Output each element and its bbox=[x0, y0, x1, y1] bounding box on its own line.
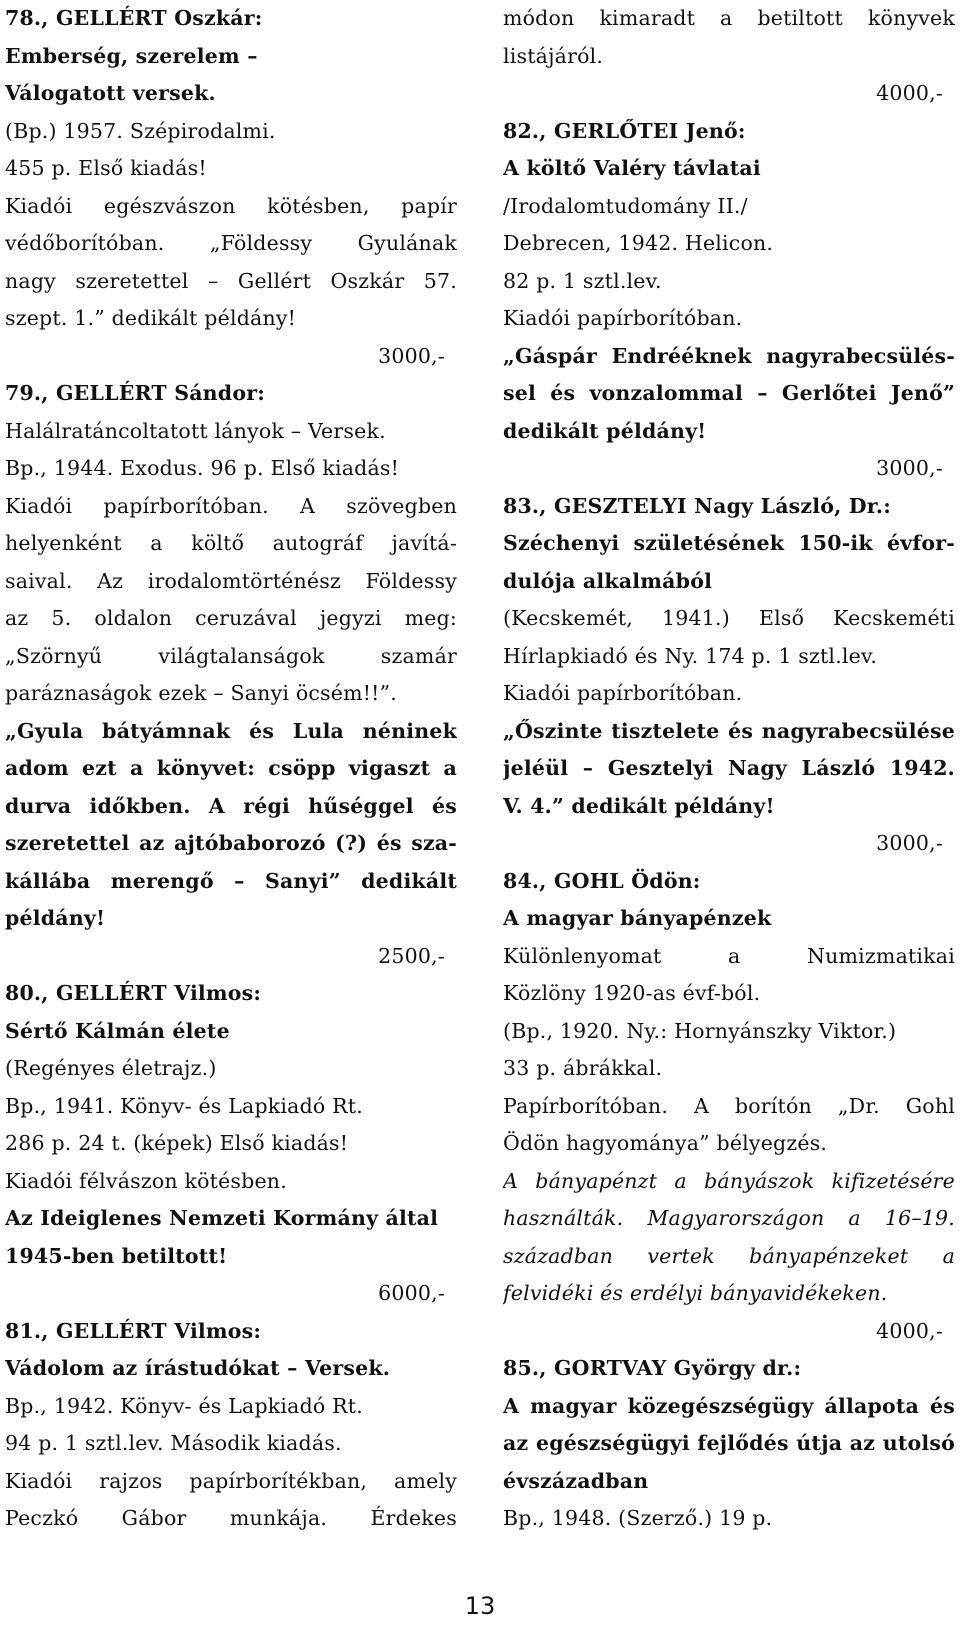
text-line: 82., GERLŐTEI Jenő: bbox=[503, 118, 746, 143]
text-line: Különlenyomat a Numizmatikai bbox=[503, 943, 955, 968]
text-line: 2500,- bbox=[378, 943, 445, 968]
text-line: 85., GORTVAY György dr.: bbox=[503, 1356, 802, 1380]
text-line: szeretettel az ajtóbaborozó (?) és sza- bbox=[5, 831, 457, 855]
text-line: Emberség, szerelem – bbox=[5, 43, 258, 68]
text-line: A bányapénzt a bányászok kifizetésére bbox=[503, 1168, 955, 1193]
text-line: 79., GELLÉRT Sándor: bbox=[5, 381, 265, 405]
text-line: Hírlapkiadó és Ny. 174 p. 1 sztl.lev. bbox=[503, 643, 878, 668]
text-line: Vádolom az írástudókat – Versek. bbox=[5, 1356, 391, 1380]
text-line: Kiadói papírborítóban. bbox=[503, 681, 743, 705]
text-line: 84., GOHL Ödön: bbox=[503, 868, 701, 893]
text-line: jeléül – Gesztelyi Nagy László 1942. bbox=[503, 756, 955, 780]
text-line: Debrecen, 1942. Helicon. bbox=[503, 231, 774, 255]
text-line: 3000,- bbox=[876, 456, 943, 480]
text-line: paráznaságok ezek – Sanyi öcsém!!”. bbox=[5, 681, 398, 705]
text-line: listájáról. bbox=[503, 43, 604, 68]
text-line: kállába merengő – Sanyi” dedikált bbox=[5, 868, 457, 893]
page-number: 13 bbox=[464, 1592, 496, 1620]
text-line: V. 4.” dedikált példány! bbox=[503, 793, 775, 818]
text-line: módon kimaradt a betiltott könyvek bbox=[503, 6, 955, 30]
text-line: 78., GELLÉRT Oszkár: bbox=[5, 6, 263, 30]
text-line: Kiadói papírborítóban. A szövegben bbox=[5, 493, 457, 518]
text-line: durva időkben. A régi hűséggel és bbox=[5, 793, 457, 818]
text-line: az egészségügyi fejlődés útja az utolsó bbox=[503, 1431, 955, 1455]
text-line: Bp., 1944. Exodus. 96 p. Első kiadás! bbox=[5, 456, 400, 480]
text-line: 4000,- bbox=[876, 1318, 943, 1343]
text-line: évszázadban bbox=[503, 1468, 649, 1493]
text-line: 4000,- bbox=[876, 81, 943, 105]
text-line: 81., GELLÉRT Vilmos: bbox=[5, 1318, 262, 1343]
text-line: „Gáspár Endrééknek nagyrabecsülés- bbox=[503, 343, 955, 368]
text-line: Ödön hagyománya” bélyegzés. bbox=[503, 1131, 828, 1155]
text-line: Bp., 1941. Könyv- és Lapkiadó Rt. bbox=[5, 1093, 363, 1118]
text-line: 33 p. ábrákkal. bbox=[503, 1056, 663, 1080]
text-line: „Szörnyű világtalanságok szamár bbox=[5, 643, 457, 668]
text-line: dedikált példány! bbox=[503, 418, 707, 443]
text-line: saival. Az irodalomtörténész Földessy bbox=[5, 568, 457, 593]
text-line: A magyar bányapénzek bbox=[503, 906, 772, 930]
text-line: dulója alkalmából bbox=[503, 568, 713, 593]
text-line: Sértő Kálmán élete bbox=[5, 1018, 230, 1043]
text-line: védőborítóban. „Földessy Gyulának bbox=[5, 231, 457, 255]
text-line: Papírborítóban. A borítón „Dr. Gohl bbox=[503, 1093, 955, 1118]
text-line: A magyar közegészségügy állapota és bbox=[503, 1393, 955, 1418]
text-line: 80., GELLÉRT Vilmos: bbox=[5, 981, 262, 1005]
text-line: (Bp.) 1957. Szépirodalmi. bbox=[5, 118, 276, 143]
text-line: 82 p. 1 sztl.lev. bbox=[503, 268, 662, 293]
text-line: sel és vonzalommal – Gerlőtei Jenő” bbox=[503, 381, 955, 405]
text-line: az 5. oldalon ceruzával jegyzi meg: bbox=[5, 606, 457, 630]
text-line: nagy szeretettel – Gellért Oszkár 57. bbox=[5, 268, 457, 293]
text-line: „Gyula bátyámnak és Lula néninek bbox=[5, 718, 457, 743]
text-line: 286 p. 24 t. (képek) Első kiadás! bbox=[5, 1131, 349, 1155]
text-line: 3000,- bbox=[378, 343, 445, 368]
text-line: (Regényes életrajz.) bbox=[5, 1056, 217, 1080]
text-line: felvidéki és erdélyi bányavidékeken. bbox=[503, 1281, 888, 1305]
right-column bbox=[503, 0, 955, 1538]
text-line: 6000,- bbox=[378, 1281, 445, 1305]
text-line: Közlöny 1920-as évf-ból. bbox=[503, 981, 761, 1005]
text-line: Halálratáncoltatott lányok – Versek. bbox=[5, 418, 386, 443]
text-line: Kiadói papírborítóban. bbox=[503, 306, 743, 330]
text-line: Peczkó Gábor munkája. Érdekes bbox=[5, 1506, 457, 1530]
text-line: (Bp., 1920. Ny.: Hornyánszky Viktor.) bbox=[503, 1018, 897, 1043]
text-line: A költő Valéry távlatai bbox=[503, 156, 761, 180]
text-line: 83., GESZTELYI Nagy László, Dr.: bbox=[503, 493, 892, 518]
text-line: Széchenyi születésének 150-ik évfor- bbox=[503, 531, 955, 555]
text-line: helyenként a költő autográf javítá- bbox=[5, 531, 457, 555]
left-column bbox=[5, 0, 457, 1538]
text-line: Kiadói rajzos papírborítékban, amely bbox=[5, 1468, 457, 1493]
text-line: szept. 1.” dedikált példány! bbox=[5, 306, 297, 330]
text-line: Kiadói egészvászon kötésben, papír bbox=[5, 193, 457, 218]
text-line: Az Ideiglenes Nemzeti Kormány által bbox=[5, 1206, 439, 1230]
text-line: (Kecskemét, 1941.) Első Kecskeméti bbox=[503, 606, 955, 630]
text-line: 94 p. 1 sztl.lev. Második kiadás. bbox=[5, 1431, 342, 1455]
text-line: példány! bbox=[5, 906, 106, 930]
text-line: adom ezt a könyvet: csöpp vigaszt a bbox=[5, 756, 457, 780]
text-line: Bp., 1942. Könyv- és Lapkiadó Rt. bbox=[5, 1393, 363, 1418]
text-line: Kiadói félvászon kötésben. bbox=[5, 1168, 287, 1193]
text-line: „Őszinte tisztelete és nagyrabecsülése bbox=[503, 718, 955, 743]
text-line: Válogatott versek. bbox=[5, 81, 216, 105]
text-line: században vertek bányapénzeket a bbox=[503, 1243, 955, 1268]
text-line: /Irodalomtudomány II./ bbox=[503, 193, 748, 218]
text-line: 455 p. Első kiadás! bbox=[5, 156, 207, 180]
text-line: használták. Magyarországon a 16–19. bbox=[503, 1206, 955, 1230]
text-line: 1945-ben betiltott! bbox=[5, 1243, 228, 1268]
text-line: Bp., 1948. (Szerző.) 19 p. bbox=[503, 1506, 773, 1530]
text-line: 3000,- bbox=[876, 831, 943, 855]
